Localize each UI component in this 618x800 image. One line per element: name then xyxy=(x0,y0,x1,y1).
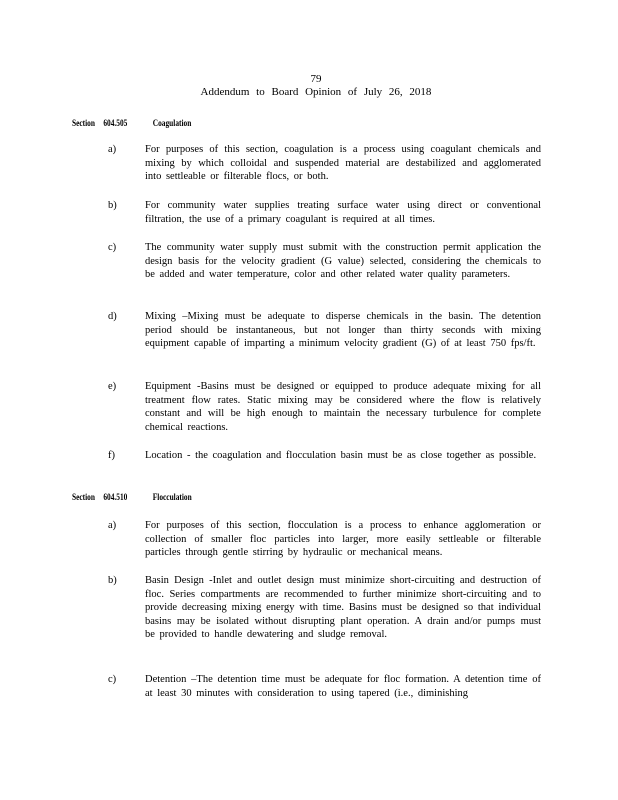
section-heading-flocculation xyxy=(72,492,192,502)
section-title: Coagulation xyxy=(152,118,192,128)
section-label: Section xyxy=(72,492,95,502)
section-title: Flocculation xyxy=(152,492,192,502)
item-text: For purposes of this section, flocculation is a process to enhance agglomeration or collection of smaller floc particles into larger, more easily settleable or filterable particles through gentle stirring by hydraulic or mechanical means. xyxy=(145,520,541,559)
item-text: Mixing –Mixing must be adequate to disperse chemicals in the basin. The detention period should be instantaneous, but not longer than thirty seconds with mixing equipment capable of imparting a minimum velocity gradient (G) of at least 750 fps/ft. xyxy=(145,311,541,350)
page-number: 79 xyxy=(310,73,322,85)
section-number: 604.505 xyxy=(103,118,128,128)
item-letter: a) xyxy=(108,144,117,155)
item-letter: c) xyxy=(108,242,117,253)
item-text: Location - the coagulation and flocculation basin must be as close together as possible. xyxy=(145,450,537,461)
item-text: For purposes of this section, coagulation is a process using coagulant chemicals and mixing by which colloidal and suspended material are destabilized and agglomerated into settleable or filterable flocs, or both. xyxy=(145,144,541,183)
item-letter: c) xyxy=(108,674,117,685)
item-letter: b) xyxy=(108,575,117,586)
section-heading-coagulation xyxy=(72,118,191,128)
page-header: Addendum to Board Opinion of July 26, 2018 xyxy=(200,86,432,98)
item-text: Basin Design -Inlet and outlet design must minimize short-circuiting and destruction of floc. Series compartments are recommended to further minimize short-circuiting and to provide decreasing mixing energy with time. Basins must be designed so that individual basins may be isolated without disrupting plant operation. A drain and/or pumps must be provided to handle dewatering and sludge removal. xyxy=(145,575,541,641)
item-letter: e) xyxy=(108,381,117,392)
item-letter: d) xyxy=(108,311,117,322)
item-text: Equipment -Basins must be designed or equipped to produce adequate mixing for all treatment flow rates. Static mixing may be considered where the flow is relatively constant and will be high enough to maintain the necessary turbulence for complete chemical reactions. xyxy=(145,381,541,433)
section-number: 604.510 xyxy=(103,492,128,502)
item-letter: b) xyxy=(108,200,117,211)
section-label: Section xyxy=(72,118,95,128)
item-text: The community water supply must submit with the construction permit application the design basis for the velocity gradient (G value) selected, considering the chemicals to be added and water temperature, color and other related water quality parameters. xyxy=(145,242,541,281)
item-letter: f) xyxy=(108,450,115,461)
item-text: For community water supplies treating surface water using direct or conventional filtration, the use of a primary coagulant is required at all times. xyxy=(145,200,541,225)
item-text: Detention –The detention time must be adequate for floc formation. A detention time of at least 30 minutes with consideration to using tapered (i.e., diminishing xyxy=(145,674,541,699)
item-letter: a) xyxy=(108,520,117,531)
